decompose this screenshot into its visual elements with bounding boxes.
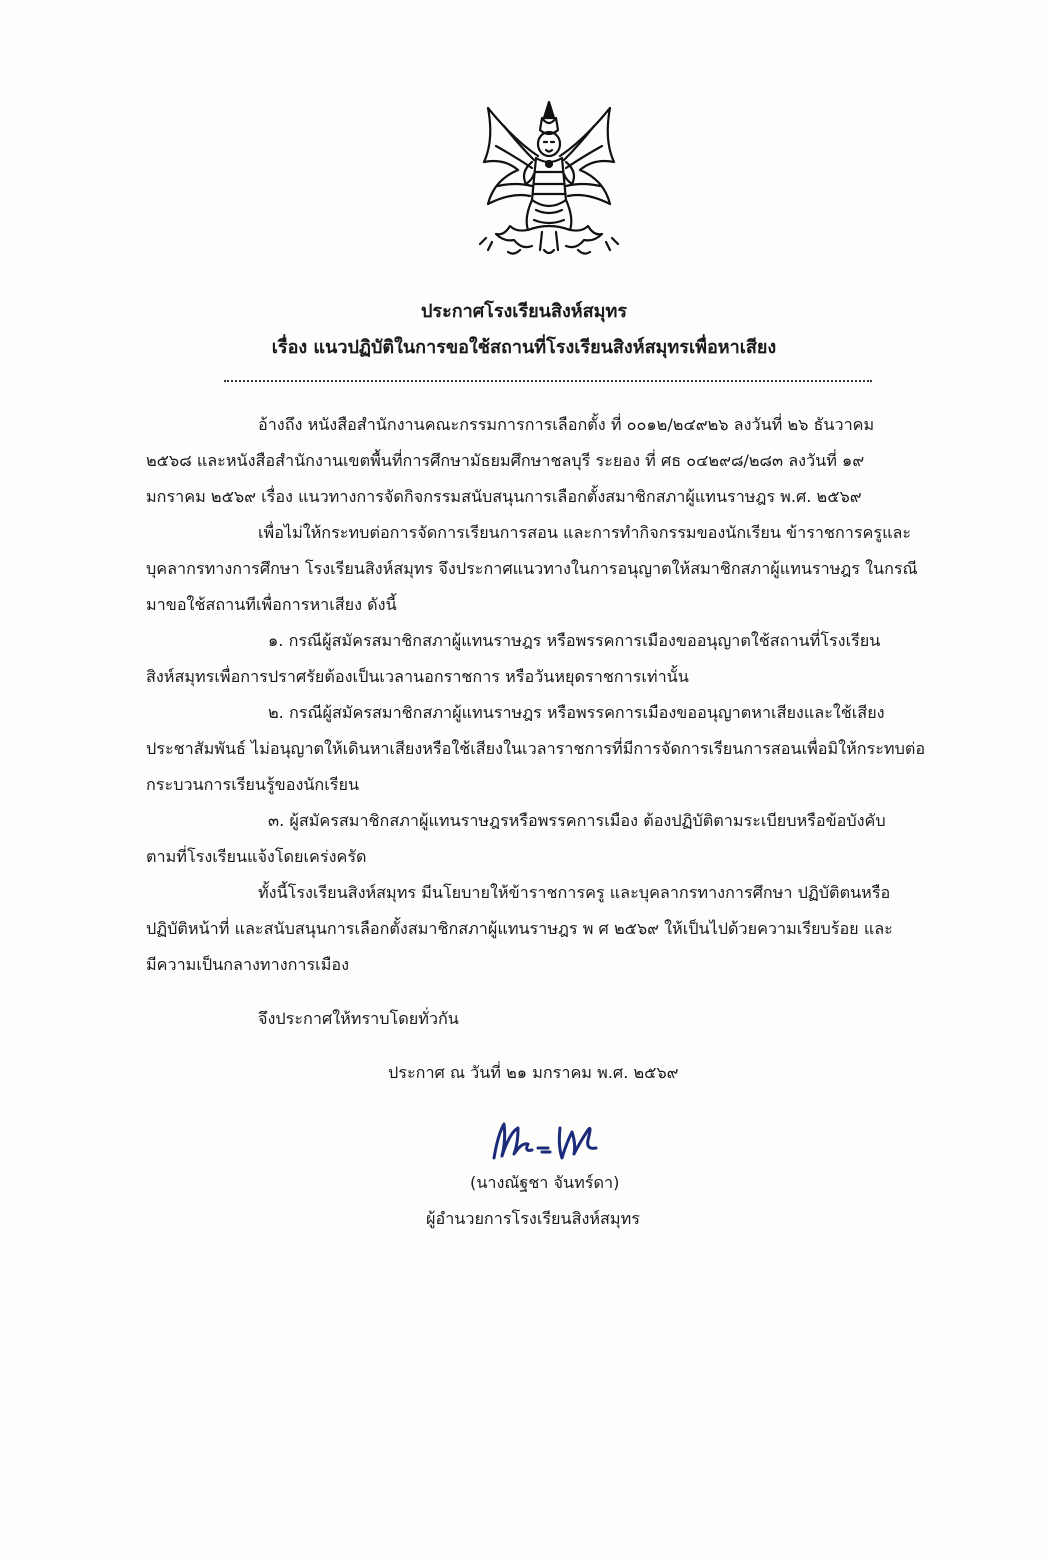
paragraph-purpose-line-2: บุคลากรทางการศึกษา โรงเรียนสิงห์สมุทร จึงประกาศแนวทางในการอนุญาตให้สมาชิกสภาผู้แทนราษฎร ในกรณี: [146, 559, 918, 578]
paragraph-reference-line-1: อ้างถึง หนังสือสำนักงานคณะกรรมการการเลือกตั้ง ที่ ๐๐๑๒/๒๔๙๒๖ ลงวันที่ ๒๖ ธันวาคม: [258, 415, 875, 434]
rule-item-2-line-3: กระบวนการเรียนรู้ของนักเรียน: [146, 775, 360, 794]
rule-item-1-line-2: สิงห์สมุทรเพื่อการปราศรัยต้องเป็นเวลานอกราชการ หรือวันหยุดราชการเท่านั้น: [146, 667, 689, 686]
paragraph-reference-line-2: ๒๕๖๘ และหนังสือสำนักงานเขตพื้นที่การศึกษามัธยมศึกษาชลบุรี ระยอง ที่ ศธ ๐๔๒๙๘/๒๘๓ ลงวันที่ ๑๙: [146, 451, 865, 470]
handwritten-signature-icon: [488, 1118, 608, 1164]
signer-position: ผู้อำนวยการโรงเรียนสิงห์สมุทร: [426, 1209, 640, 1228]
paragraph-purpose-line-1: เพื่อไม่ให้กระทบต่อการจัดการเรียนการสอน และการทำกิจกรรมของนักเรียน ข้าราชการครูและ: [258, 523, 912, 542]
paragraph-reference-line-3: มกราคม ๒๕๖๙ เรื่อง แนวทางการจัดกิจกรรมสนับสนุนการเลือกตั้งสมาชิกสภาผู้แทนราษฎร พ.ศ. ๒๕๖๙: [146, 487, 862, 506]
paragraph-policy-line-3: มีความเป็นกลางทางการเมือง: [146, 955, 350, 974]
dotted-divider: [224, 380, 872, 382]
garuda-emblem-icon: [474, 100, 624, 260]
signer-name: (นางณัฐชา จันทร์ดา): [470, 1173, 620, 1192]
rule-item-2-line-1: ๒. กรณีผู้สมัครสมาชิกสภาผู้แทนราษฎร หรือพรรคการเมืองขออนุญาตหาเสียงและใช้เสียง: [268, 703, 885, 722]
closing-statement: จึงประกาศให้ทราบโดยทั่วกัน: [258, 1009, 459, 1028]
announcement-title: ประกาศโรงเรียนสิงห์สมุทร: [420, 301, 627, 322]
rule-item-2-line-2: ประชาสัมพันธ์ ไม่อนุญาตให้เดินหาเสียงหรือใช้เสียงในเวลาราชการที่มีการจัดการเรียนการสอนเพื่อมิให้กระทบต่อ: [146, 739, 926, 758]
rule-item-3-line-1: ๓. ผู้สมัครสมาชิกสภาผู้แทนราษฎรหรือพรรคการเมือง ต้องปฏิบัติตามระเบียบหรือข้อบังคับ: [268, 811, 886, 830]
rule-item-1-line-1: ๑. กรณีผู้สมัครสมาชิกสภาผู้แทนราษฎร หรือพรรคการเมืองขออนุญาตใช้สถานที่โรงเรียน: [268, 631, 881, 650]
paragraph-purpose-line-3: มาขอใช้สถานทีเพื่อการหาเสียง ดังนี้: [146, 595, 397, 614]
rule-item-3-line-2: ตามที่โรงเรียนแจ้งโดยเคร่งครัด: [146, 847, 367, 866]
announcement-subject: เรื่อง แนวปฏิบัติในการขอใช้สถานที่โรงเรียนสิงห์สมุทรเพื่อหาเสียง: [271, 337, 777, 358]
paragraph-policy-line-1: ทั้งนี้โรงเรียนสิงห์สมุทร มีนโยบายให้ข้าราชการครู และบุคลากรทางการศึกษา ปฏิบัติตนหรือ: [258, 883, 891, 902]
paragraph-policy-line-2: ปฏิบัติหน้าที่ และสนับสนุนการเลือกตั้งสมาชิกสภาผู้แทนราษฎร พ ศ ๒๕๖๙ ให้เป็นไปด้วยความเรียบร้อย และ: [146, 919, 893, 938]
announcement-date: ประกาศ ณ วันที่ ๒๑ มกราคม พ.ศ. ๒๕๖๙: [388, 1063, 679, 1082]
